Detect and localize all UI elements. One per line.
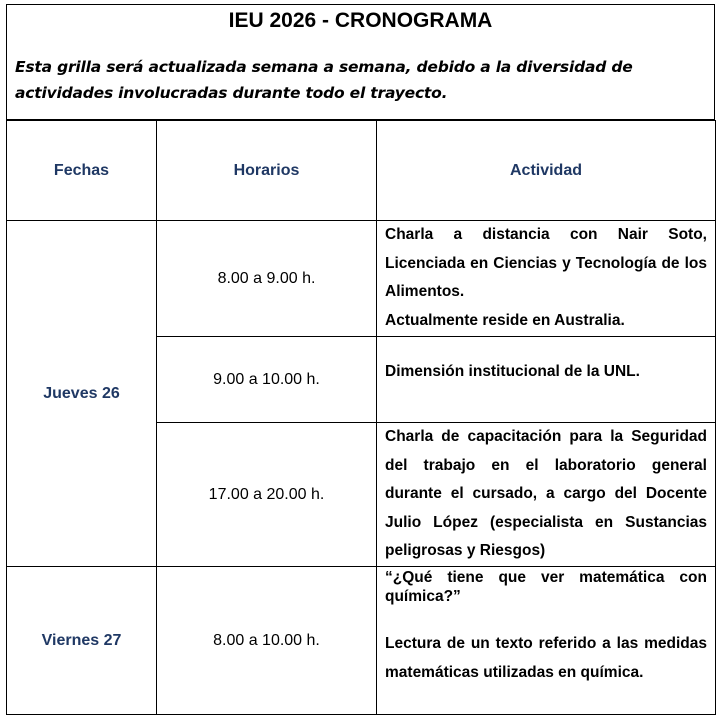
document-title: IEU 2026 - CRONOGRAMA [228,9,493,32]
table-row [7,221,716,337]
activity-text: Charla de capacitación para la Seguridad del trabajo en el laboratorio general durante el cursado, a cargo del Docente Julio López (especialista en Sustancias peligrosas y Riesgos) [385,428,707,559]
time-cell: 8.00 a 10.00 h. [157,567,377,715]
schedule-document [6,4,715,717]
activity-text: Charla a distancia con Nair Soto, Licenciada en Ciencias y Tecnología de los Alimentos. [385,226,707,300]
activity-cell [377,337,716,423]
table-row [7,567,716,715]
document-subtitle: Esta grilla será actualizada semana a semana, debido a la diversidad de actividades involucradas durante todo el trayecto. [15,58,633,102]
activity-cell [377,567,716,715]
column-header-times: Horarios [157,121,377,221]
table-header-row [7,121,716,221]
time-cell: 17.00 a 20.00 h. [157,423,377,567]
date-cell: Jueves 26 [7,221,157,567]
activity-cell [377,221,716,337]
activity-text: Lectura de un texto referido a las medidas matemáticas utilizadas en química. [385,635,707,681]
activity-text: “¿Qué tiene que ver matemática con química?” [385,569,707,605]
activity-cell [377,423,716,567]
date-cell: Viernes 27 [7,567,157,715]
column-header-activity: Actividad [377,121,716,221]
column-header-dates: Fechas [7,121,157,221]
activity-text: Dimensión institucional de la UNL. [385,363,640,381]
paragraph-gap [385,606,707,630]
schedule-table [6,120,716,715]
time-cell: 8.00 a 9.00 h. [157,221,377,337]
document-header [6,4,715,120]
activity-text: Actualmente reside en Australia. [385,311,625,329]
time-cell: 9.00 a 10.00 h. [157,337,377,423]
